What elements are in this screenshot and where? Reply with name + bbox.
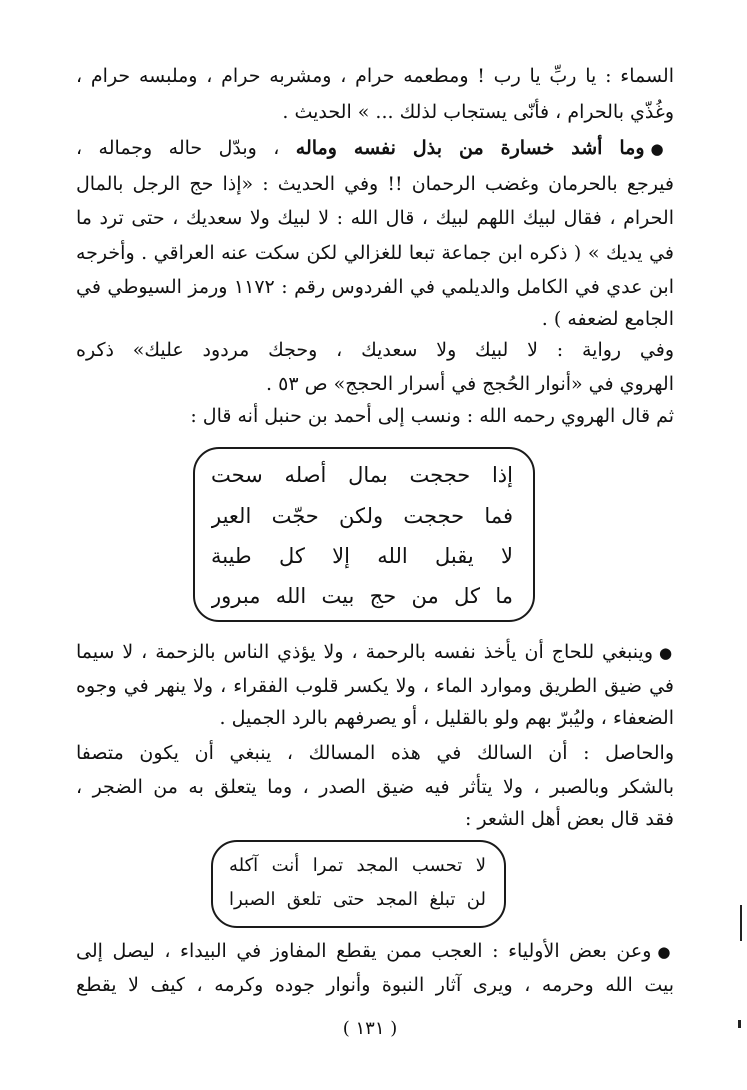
poem-frame — [211, 840, 506, 928]
bullet-icon: ● — [650, 140, 674, 158]
text-line: الضعفاء ، وليُبرّ بهم ولو بالقليل ، أو يصرفهم بالرد الجميل . — [219, 707, 674, 729]
poem-verse: لا يقبل الله إلا كل طيبة — [211, 544, 513, 568]
text-line: الهروي في «أنوار الحُجج في أسرار الحجج» ص ٥٣ . — [266, 373, 674, 395]
text-line: الجامع لضعفه ) . — [541, 308, 674, 330]
paragraph-lead-line — [76, 130, 674, 166]
poem-verse: لا تحسب المجد تمرا أنت آكله — [229, 855, 486, 876]
text-line: فقد قال بعض أهل الشعر : — [464, 808, 674, 830]
text-line: في يديك » ( ذكره ابن جماعة تبعا للغزالي لكن سكت عنه العراقي . وأخرجه — [76, 242, 674, 264]
text-line: ابن عدي في الكامل والديلمي في الفردوس رقم : ١١٧٢ ورمز السيوطي في — [76, 276, 674, 298]
poem-frame — [193, 447, 535, 622]
poem-verse: إذا حججت بمال أصله سحت — [211, 463, 513, 487]
lead-text: وينبغي للحاج أن يأخذ نفسه بالرحمة ، ولا يؤذي الناس بالزحمة ، لا سيما — [76, 641, 653, 663]
text-line: السماء : يا ربِّ يا رب ! ومطعمه حرام ، ومشربه حرام ، وملبسه حرام ، — [76, 65, 674, 87]
text-line: بالشكر وبالصبر ، ولا يتأثر فيه ضيق الصدر ، وما يتعلق به من الضجر ، — [76, 776, 674, 798]
bullet-icon: ● — [657, 943, 674, 961]
text-line: والحاصل : أن السالك في هذه المسالك ، ينبغي أن يكون متصفا — [76, 742, 674, 764]
lead-continuation: ، وبدّل حاله وجماله ، — [76, 137, 296, 159]
lead-text: وعن بعض الأولياء : العجب ممن يقطع المفاوز في البيداء ، ليصل إلى — [76, 940, 652, 962]
text-line: الحرام ، فقال لبيك اللهم لبيك ، قال الله : لا لبيك ولا سعديك ، حتى ترد ما — [76, 207, 674, 229]
page-number: ( ١٣١ ) — [342, 1018, 398, 1039]
scan-mark — [740, 905, 742, 941]
text-line: ثم قال الهروي رحمه الله : ونسب إلى أحمد بن حنبل أنه قال : — [190, 405, 674, 427]
poem-verse: ما كل من حج بيت الله مبرور — [211, 584, 513, 608]
paragraph-lead-line — [76, 933, 674, 969]
scan-mark — [738, 1020, 741, 1028]
text-line: بيت الله وحرمه ، ويرى آثار النبوة وأنوار جوده وكرمه ، كيف لا يقطع — [76, 974, 674, 996]
text-line: فيرجع بالحرمان وغضب الرحمان !! وفي الحديث : «إذا حج الرجل بالمال — [76, 173, 674, 195]
poem-verse: فما حججت ولكن حجّت العير — [211, 504, 513, 528]
poem-verse: لن تبلغ المجد حتى تلعق الصبرا — [229, 889, 486, 910]
bold-lead-text: وما أشد خسارة من بذل نفسه وماله — [295, 137, 645, 159]
bullet-icon: ● — [659, 644, 674, 662]
text-line: في ضيق الطريق وموارد الماء ، ولا يكسر قلوب الفقراء ، ولا ينهر في وجوه — [76, 675, 674, 697]
text-line: وفي رواية : لا لبيك ولا سعديك ، وحجك مردود عليك» ذكره — [76, 339, 674, 361]
text-line: وغُذّي بالحرام ، فأنّى يستجاب لذلك ... » الحديث . — [282, 101, 674, 123]
paragraph-lead-line — [76, 634, 674, 670]
